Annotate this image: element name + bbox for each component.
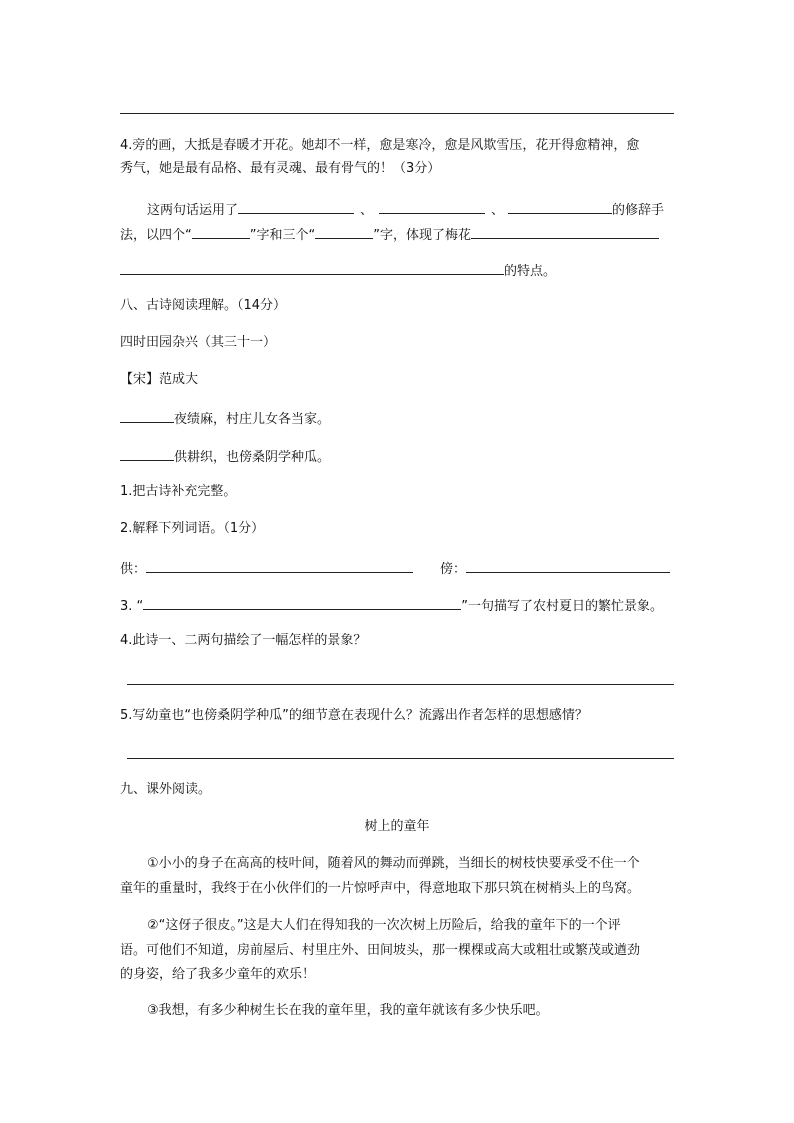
blank-poem-2[interactable] <box>120 446 174 461</box>
q4-prompt-line1: 4.旁的画，大抵是春暖才开花。她却不一样，愈是寒冷，愈是风欺雪压，花开得愈精神，愈 <box>120 138 640 153</box>
q4-answer-text: 这两句话运用了 <box>147 203 239 218</box>
separator: 、 <box>491 203 505 218</box>
article-p1-line2: 童年的重量时，我终于在小伙伴们的一片惊呼声中，得意地取下那只筑在树梢头上的鸟窝。 <box>120 881 641 896</box>
blank-gong[interactable] <box>146 558 413 573</box>
blank-four-char[interactable] <box>192 224 250 239</box>
poem-title: 四时田园杂兴（其三十一） <box>120 335 277 350</box>
blank-three-char[interactable] <box>315 224 373 239</box>
blank-bang[interactable] <box>466 558 670 573</box>
q4-answer-text: ”字和三个“ <box>249 228 316 243</box>
article-p1-line1: ①小小的身子在高高的枝叶间，随着风的舞动而弹跳，当细长的树枝快要承受不住一个 <box>147 856 640 871</box>
label-bang: 傍： <box>440 562 467 577</box>
poem-line2 <box>120 446 674 467</box>
q8-4: 4.此诗一、二两句描绘了一幅怎样的景象？ <box>120 633 367 648</box>
poem-line-text: 供耕织，也傍桑阴学种瓜。 <box>174 450 331 465</box>
blank-rhetoric-3[interactable] <box>508 199 612 214</box>
blank-rhetoric-2[interactable] <box>379 199 485 214</box>
blank-plum-trait-cont[interactable] <box>120 260 504 275</box>
q8-1: 1.把古诗补充完整。 <box>120 484 237 499</box>
blank-poem-line[interactable] <box>143 595 461 610</box>
poem-line1 <box>120 408 674 429</box>
answer-line-q8-4[interactable] <box>127 684 674 685</box>
q4-answer-line1 <box>120 199 701 220</box>
poem-line-text: 夜绩麻，村庄儿女各当家。 <box>174 412 331 427</box>
answer-line-top <box>120 113 674 114</box>
q8-3-text: 3. “ <box>120 599 144 614</box>
q4-answer-line2 <box>120 224 674 245</box>
section9-heading: 九、课外阅读。 <box>120 782 212 797</box>
blank-rhetoric-1[interactable] <box>238 199 354 214</box>
blank-plum-trait[interactable] <box>471 224 659 239</box>
poem-author: 【宋】范成大 <box>120 372 199 387</box>
q8-2: 2.解释下列词语。（1分） <box>120 521 265 536</box>
article-p3-line1: ③我想，有多少种树生长在我的童年里，我的童年就该有多少快乐吧。 <box>147 1003 549 1018</box>
section8-heading: 八、古诗阅读理解。（14分） <box>120 298 287 313</box>
q4-answer-text: 法，以四个“ <box>120 228 192 243</box>
article-p2-line2: 语。可他们不知道，房前屋后、村里庄外、田间坡头，那一棵棵或高大或粗壮或繁茂或遒劲 <box>120 943 641 958</box>
separator: 、 <box>360 203 374 218</box>
q8-3-text: ”一句描写了农村夏日的繁忙景象。 <box>461 599 664 614</box>
q8-5: 5.写幼童也“也傍桑阴学种瓜”的细节意在表现什么？流露出作者怎样的思想感情？ <box>120 708 588 723</box>
blank-poem-1[interactable] <box>120 408 174 423</box>
q4-prompt-line2: 秀气，她是最有品格、最有灵魂、最有骨气的！（3分） <box>120 161 441 176</box>
q4-answer-line3 <box>120 260 674 281</box>
article-p2-line1: ②“这伢子很皮。”这是大人们在得知我的一次次树上历险后，给我的童年下的一个评 <box>147 918 621 933</box>
label-gong: 供： <box>120 562 147 577</box>
article-title: 树上的童年 <box>364 819 430 834</box>
q4-answer-text: ”字，体现了梅花 <box>373 228 471 243</box>
q8-3 <box>120 595 674 616</box>
q4-answer-text: 的特点。 <box>504 264 557 279</box>
q8-2-answers <box>120 558 674 579</box>
q4-answer-text: 的修辞手 <box>612 203 665 218</box>
answer-line-q8-5[interactable] <box>127 758 674 759</box>
article-p2-line3: 的身姿，给了我多少童年的欢乐！ <box>120 967 316 982</box>
